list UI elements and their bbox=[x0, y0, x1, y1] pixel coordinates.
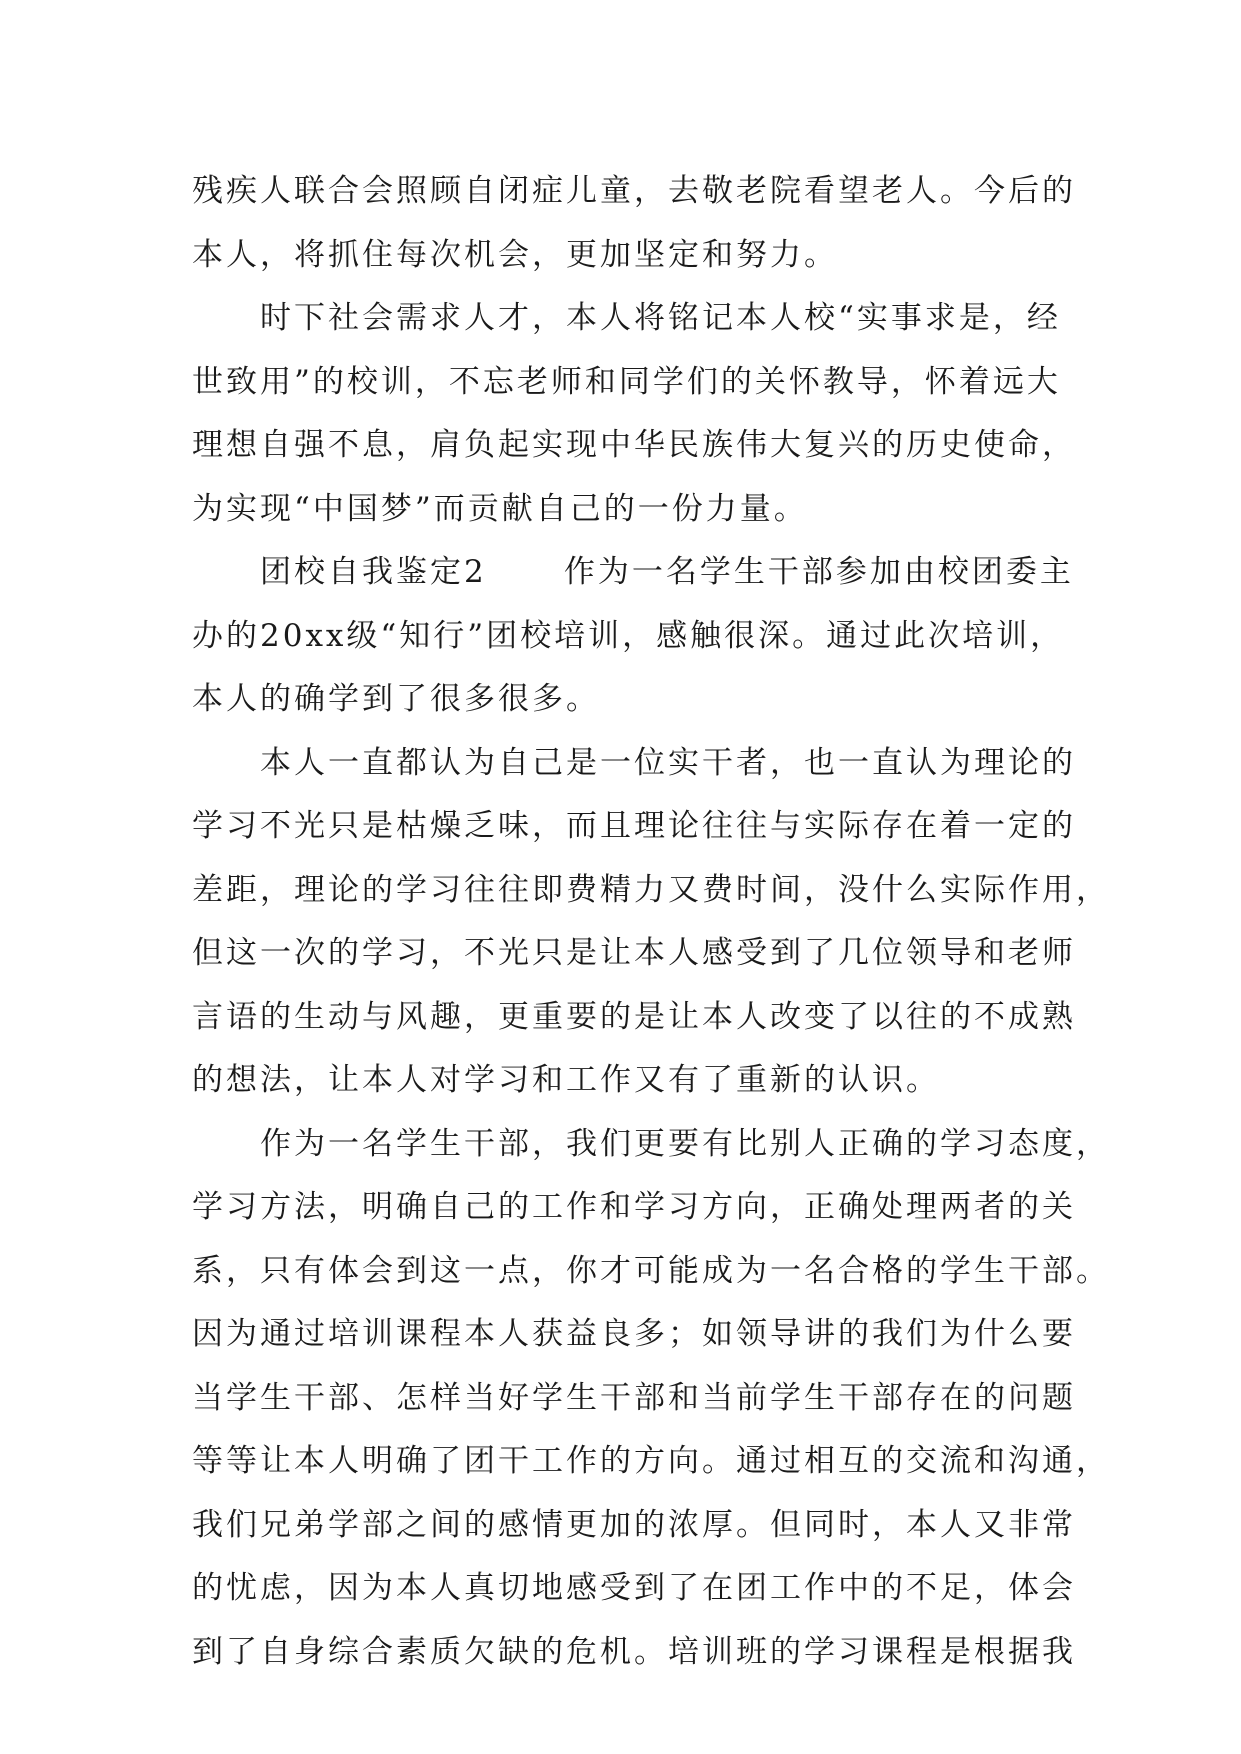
text-line: 但这一次的学习，不光只是让本人感受到了几位领导和老师 bbox=[192, 935, 1076, 971]
text-line: 本人一直都认为自己是一位实干者，也一直认为理论的 bbox=[260, 744, 1076, 781]
text-line: 言语的生动与风趣，更重要的是让本人改变了以往的不成熟 bbox=[192, 998, 1076, 1035]
text-line: 为实现“中国梦”而贡献自己的一份力量。 bbox=[192, 490, 808, 527]
text-line: 系，只有体会到这一点，你才可能成为一名合格的学生干部。 bbox=[192, 1252, 1110, 1289]
text-line: 时下社会需求人才，本人将铭记本人校“实事求是，经 bbox=[260, 300, 1061, 336]
text-line: 我们兄弟学部之间的感情更加的浓厚。但同时，本人又非常 bbox=[192, 1506, 1076, 1543]
text-line: 学习不光只是枯燥乏味，而且理论往往与实际存在着一定的 bbox=[192, 808, 1076, 844]
text-line: 残疾人联合会照顾自闭症儿童，去敬老院看望老人。今后的 bbox=[192, 173, 1076, 209]
text-line: 的忧虑，因为本人真切地感受到了在团工作中的不足，体会 bbox=[192, 1570, 1076, 1606]
text-line: 等等让本人明确了团干工作的方向。通过相互的交流和沟通， bbox=[192, 1443, 1110, 1479]
paragraph-5 bbox=[192, 1113, 1110, 1685]
text-line: 团校自我鉴定2 作为一名学生干部参加由校团委主 bbox=[260, 554, 1074, 590]
text-line: 当学生干部、怎样当好学生干部和当前学生干部存在的问题 bbox=[192, 1379, 1076, 1416]
paragraph-1 bbox=[192, 160, 1076, 287]
text-line: 差距，理论的学习往往即费精力又费时间，没什么实际作用， bbox=[192, 871, 1110, 908]
paragraph-3 bbox=[192, 541, 1074, 732]
text-line: 到了自身综合素质欠缺的危机。培训班的学习课程是根据我 bbox=[192, 1633, 1076, 1670]
text-line: 因为通过培训课程本人获益良多；如领导讲的我们为什么要 bbox=[192, 1316, 1076, 1352]
document-body bbox=[192, 160, 1110, 1684]
text-line: 世致用”的校训，不忘老师和同学们的关怀教导，怀着远大 bbox=[192, 363, 1061, 400]
paragraph-2 bbox=[192, 287, 1076, 541]
text-line: 作为一名学生干部，我们更要有比别人正确的学习态度， bbox=[260, 1125, 1110, 1162]
text-line: 的想法，让本人对学习和工作又有了重新的认识。 bbox=[192, 1062, 940, 1098]
text-line: 本人的确学到了很多很多。 bbox=[192, 681, 600, 717]
text-line: 本人，将抓住每次机会，更加坚定和努力。 bbox=[192, 236, 838, 273]
text-line: 学习方法，明确自己的工作和学习方向，正确处理两者的关 bbox=[192, 1189, 1076, 1225]
paragraph-4 bbox=[192, 732, 1110, 1113]
text-line: 理想自强不息，肩负起实现中华民族伟大复兴的历史使命， bbox=[192, 427, 1076, 463]
text-line: 办的20xx级“知行”团校培训，感触很深。通过此次培训， bbox=[192, 617, 1065, 654]
